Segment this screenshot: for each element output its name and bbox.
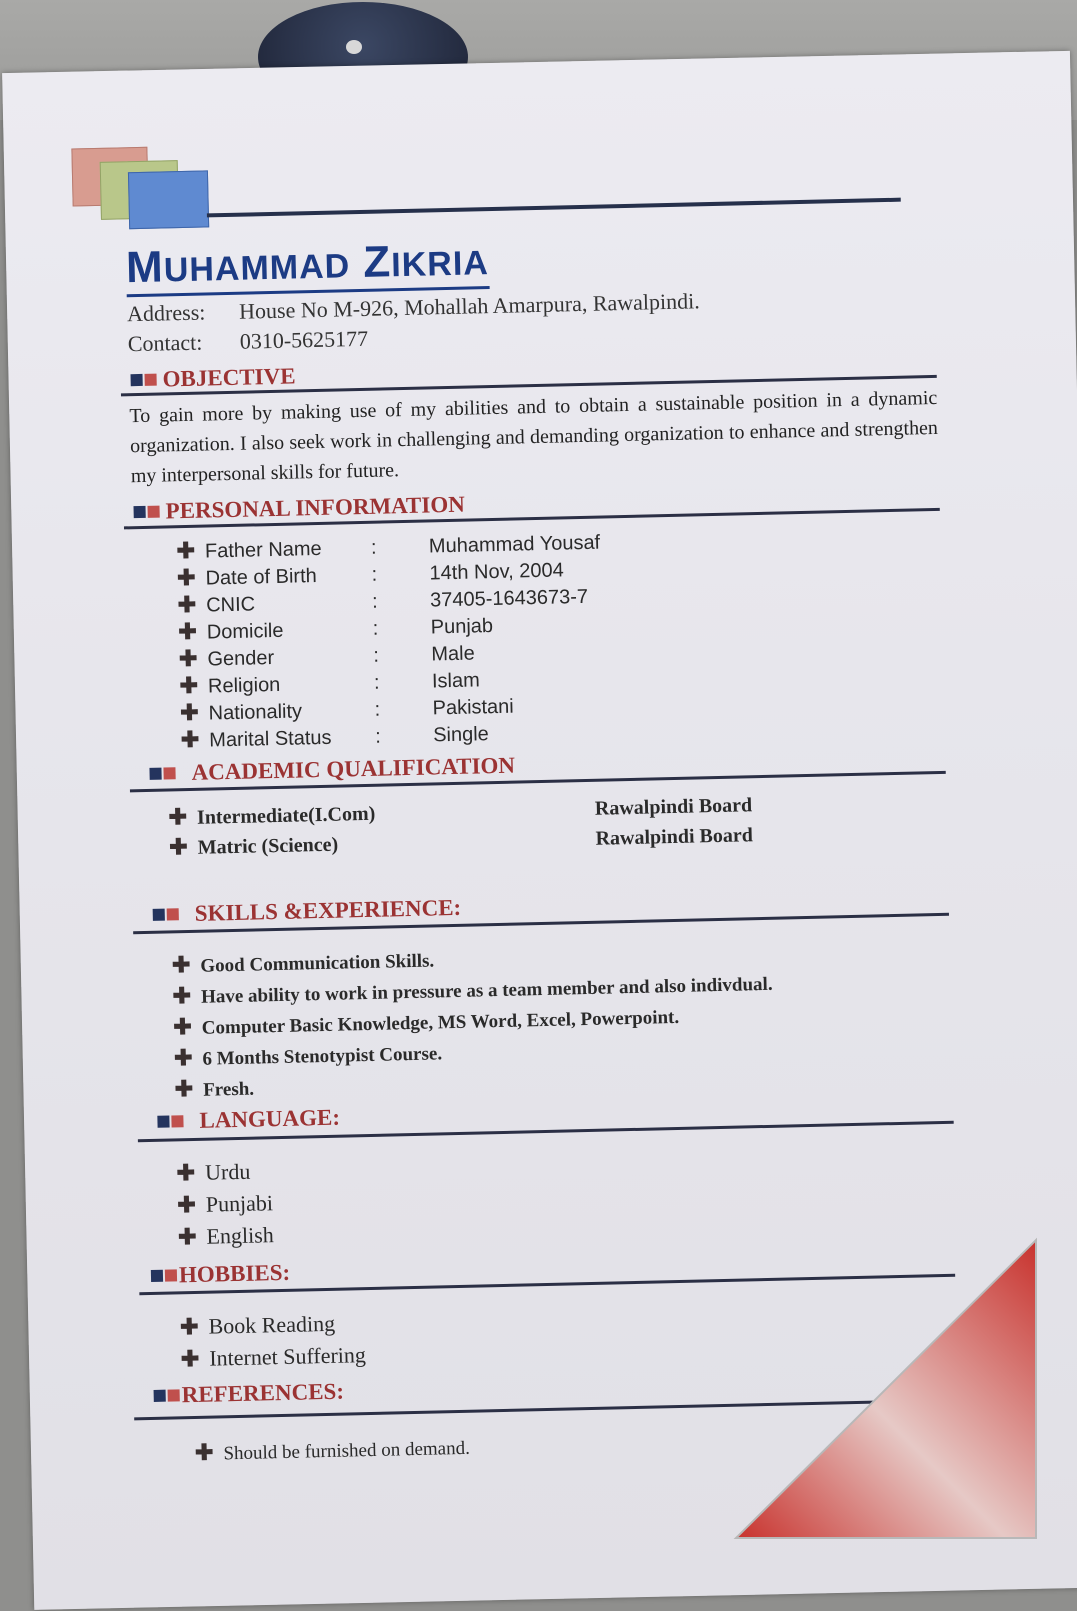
hobby-item: ✚ Internet Suffering <box>180 1342 367 1372</box>
personal-row: ✚ Nationality : Pakistani <box>179 695 514 726</box>
arrow-bullet-icon: ✚ <box>173 1044 193 1071</box>
arrow-bullet-icon: ✚ <box>176 1159 196 1186</box>
arrow-bullet-icon: ✚ <box>177 591 197 618</box>
skill-item: ✚ 6 Months Stenotypist Course. <box>173 1043 443 1071</box>
reference-item: ✚ Should be furnished on demand. <box>194 1437 471 1466</box>
square-red-icon <box>147 506 159 518</box>
language-item: ✚ Urdu <box>176 1158 251 1186</box>
arrow-bullet-icon: ✚ <box>179 1313 199 1340</box>
language-heading: LANGUAGE: <box>157 1105 340 1135</box>
arrow-bullet-icon: ✚ <box>178 618 198 645</box>
arrow-bullet-icon: ✚ <box>177 1191 197 1218</box>
contact-label: Contact: <box>127 329 203 357</box>
hobbies-heading: HOBBIES: <box>151 1260 291 1289</box>
address-value: House No M-926, Mohallah Amarpura, Rawalpindi. <box>238 288 700 324</box>
decor-box-blue <box>128 170 209 229</box>
personal-row: ✚ CNIC : 37405-1643673-7 <box>177 585 589 618</box>
square-navy-icon <box>154 1390 166 1402</box>
square-navy-icon <box>153 909 165 921</box>
arrow-bullet-icon: ✚ <box>179 672 199 699</box>
hobby-item: ✚ Book Reading <box>179 1310 336 1340</box>
square-navy-icon <box>151 1270 163 1282</box>
contact-value: 0310-5625177 <box>239 325 369 354</box>
skill-item: ✚ Computer Basic Knowledge, MS Word, Excel, Powerpoint. <box>173 1006 680 1040</box>
personal-row: ✚ Date of Birth : 14th Nov, 2004 <box>176 559 564 591</box>
language-item: ✚ Punjabi <box>177 1190 274 1218</box>
arrow-bullet-icon: ✚ <box>176 564 196 591</box>
arrow-bullet-icon: ✚ <box>168 834 188 860</box>
academic-row: ✚ Matric (Science) Rawalpindi Board <box>168 824 754 860</box>
square-navy-icon <box>133 506 145 518</box>
academic-row: ✚ Intermediate(I.Com) Rawalpindi Board <box>168 794 753 830</box>
arrow-bullet-icon: ✚ <box>180 726 200 753</box>
square-red-icon <box>165 1269 177 1281</box>
skill-item: ✚ Good Communication Skills. <box>171 950 435 978</box>
language-item: ✚ English <box>177 1222 275 1250</box>
personal-row: ✚ Domicile : Punjab <box>178 615 494 645</box>
skill-item: ✚ Fresh. <box>174 1075 255 1102</box>
arrow-bullet-icon: ✚ <box>172 982 192 1009</box>
square-red-icon <box>144 374 156 386</box>
personal-row: ✚ Marital Status : Single <box>180 723 490 753</box>
contact-line <box>128 326 369 357</box>
arrow-bullet-icon: ✚ <box>194 1439 214 1466</box>
objective-heading: OBJECTIVE <box>130 363 295 393</box>
corner-triangle-decoration <box>730 1232 1050 1552</box>
skills-heading: SKILLS &EXPERIENCE: <box>152 895 461 928</box>
square-red-icon <box>168 1389 180 1401</box>
personal-row: ✚ Father Name : Muhammad Yousaf <box>176 531 601 564</box>
arrow-bullet-icon: ✚ <box>180 1345 200 1372</box>
arrow-bullet-icon: ✚ <box>174 1075 194 1102</box>
skill-item: ✚ Have ability to work in pressure as a team member and also indivdual. <box>172 973 773 1009</box>
square-navy-icon <box>149 768 161 780</box>
arrow-bullet-icon: ✚ <box>177 1223 197 1250</box>
candidate-name: MUHAMMAD ZIKRIA <box>126 237 490 297</box>
personal-heading: PERSONAL INFORMATION <box>133 492 465 526</box>
references-heading: REFERENCES: <box>153 1379 344 1409</box>
address-label: Address: <box>126 299 206 327</box>
square-red-icon <box>171 1115 183 1127</box>
header-rule <box>207 198 901 218</box>
personal-row: ✚ Religion : Islam <box>179 669 481 699</box>
square-navy-icon <box>131 374 143 386</box>
arrow-bullet-icon: ✚ <box>168 804 188 830</box>
arrow-bullet-icon: ✚ <box>173 1013 193 1040</box>
arrow-bullet-icon: ✚ <box>179 699 199 726</box>
personal-row: ✚ Gender : Male <box>178 642 475 672</box>
square-red-icon <box>167 908 179 920</box>
arrow-bullet-icon: ✚ <box>178 645 198 672</box>
square-red-icon <box>163 767 175 779</box>
arrow-bullet-icon: ✚ <box>176 537 196 564</box>
arrow-bullet-icon: ✚ <box>171 952 191 978</box>
square-navy-icon <box>157 1116 169 1128</box>
objective-text: To gain more by making use of my abilities and to obtain a sustainable position in a dynamic organization. I also seek work in challenging and demanding organization to enhance and strengthen my interpersonal skills for future. <box>129 386 939 488</box>
academic-heading: ACADEMIC QUALIFICATION <box>149 753 515 787</box>
